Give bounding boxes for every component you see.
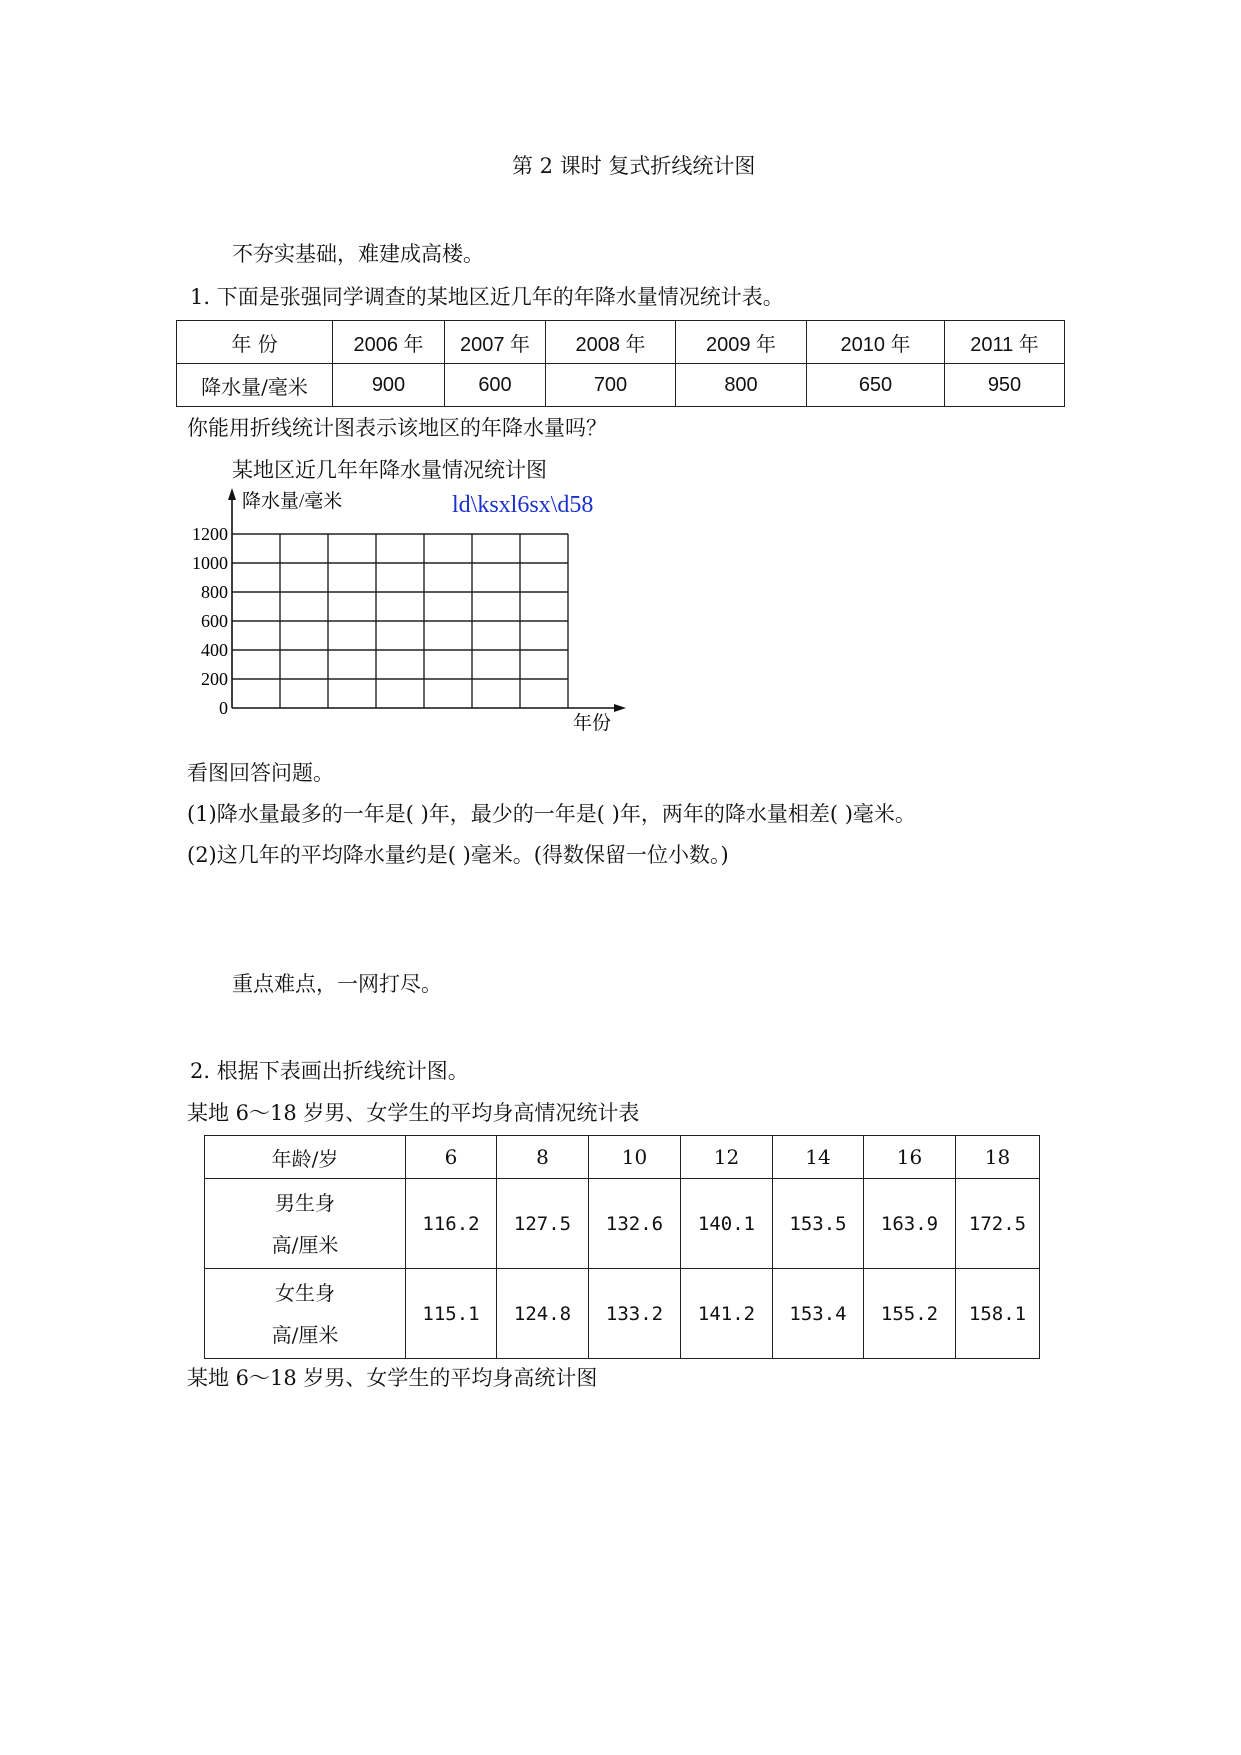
height-table-header-label: 年龄/岁 (205, 1136, 406, 1179)
girls-height-cell: 133.2 (589, 1269, 681, 1359)
section-motto-basic: 不夯实基础，难建成高楼。 (232, 242, 484, 266)
boys-row-label-line-1: 男生身 (275, 1190, 335, 1215)
age-cell: 12 (681, 1136, 773, 1179)
rainfall-value-cell: 650 (807, 364, 945, 407)
chart-y-axis-label: 降水量/毫米 (242, 491, 343, 512)
boys-height-cell: 116.2 (406, 1179, 497, 1269)
boys-row-label-line-2: 高/厘米 (271, 1232, 339, 1257)
rainfall-year-cell: 2007 年 (445, 321, 546, 364)
rainfall-value-cell: 700 (546, 364, 676, 407)
girls-height-cell: 115.1 (406, 1269, 497, 1359)
age-cell: 16 (864, 1136, 956, 1179)
chart-title: 某地区近几年年降水量情况统计图 (232, 458, 547, 482)
rainfall-table-row-label: 降水量/毫米 (177, 364, 333, 407)
chart-tick-labels (192, 524, 228, 718)
boys-row-label (205, 1179, 406, 1269)
girls-height-cell: 124.8 (497, 1269, 589, 1359)
boys-height-cell: 140.1 (681, 1179, 773, 1269)
rainfall-table-header-label: 年 份 (177, 321, 333, 364)
sub-question-2: (2)这几年的平均降水量约是( )毫米。(得数保留一位小数。) (187, 843, 729, 867)
girls-height-cell: 141.2 (681, 1269, 773, 1359)
boys-height-cell: 172.5 (956, 1179, 1040, 1269)
chart-grid (232, 534, 568, 708)
age-cell: 10 (589, 1136, 681, 1179)
rainfall-year-cell: 2008 年 (546, 321, 676, 364)
height-chart-title: 某地 6～18 岁男、女学生的平均身高统计图 (187, 1366, 598, 1390)
rainfall-value-cell: 900 (333, 364, 445, 407)
height-table-title: 某地 6～18 岁男、女学生的平均身高情况统计表 (187, 1101, 640, 1125)
age-cell: 8 (497, 1136, 589, 1179)
question-1-prompt: 1. 下面是张强同学调查的某地区近几年的年降水量情况统计表。 (190, 285, 784, 309)
girls-row-label-line-2: 高/厘米 (271, 1322, 339, 1347)
rainfall-year-cell: 2006 年 (333, 321, 445, 364)
girls-row-label-line-1: 女生身 (275, 1280, 335, 1305)
sub-question-1: (1)降水量最多的一年是( )年，最少的一年是( )年，两年的降水量相差( )毫米。 (187, 802, 916, 826)
rainfall-value-cell: 800 (676, 364, 807, 407)
y-tick-label: 600 (201, 611, 228, 631)
girls-row-label (205, 1269, 406, 1359)
girls-height-cell: 153.4 (773, 1269, 864, 1359)
question-2-prompt: 2. 根据下表画出折线统计图。 (190, 1059, 469, 1083)
rainfall-value-cell: 950 (945, 364, 1065, 407)
y-axis-arrow (228, 488, 236, 500)
rainfall-chart (180, 486, 640, 746)
y-tick-label: 200 (201, 669, 228, 689)
y-tick-label: 400 (201, 640, 228, 660)
rainfall-table (176, 320, 1065, 407)
y-tick-label: 0 (219, 698, 228, 718)
watermark-code: ld\ksxl6sx\d58 (452, 492, 594, 518)
rainfall-value-cell: 600 (445, 364, 546, 407)
girls-height-cell: 155.2 (864, 1269, 956, 1359)
boys-height-cell: 127.5 (497, 1179, 589, 1269)
page-title: 第 2 课时 复式折线统计图 (512, 154, 756, 178)
rainfall-year-cell: 2010 年 (807, 321, 945, 364)
age-cell: 6 (406, 1136, 497, 1179)
rainfall-year-cell: 2011 年 (945, 321, 1065, 364)
question-1-ask: 你能用折线统计图表示该地区的年降水量吗？ (187, 416, 607, 440)
questions-intro: 看图回答问题。 (187, 761, 334, 785)
boys-height-cell: 153.5 (773, 1179, 864, 1269)
rainfall-year-cell: 2009 年 (676, 321, 807, 364)
chart-x-axis-label: 年份 (573, 713, 612, 734)
y-tick-label: 800 (201, 582, 228, 602)
x-axis-arrow (614, 704, 626, 712)
section-motto-key-points: 重点难点，一网打尽。 (232, 972, 442, 996)
boys-height-cell: 163.9 (864, 1179, 956, 1269)
y-tick-label: 1000 (192, 553, 228, 573)
age-cell: 18 (956, 1136, 1040, 1179)
boys-height-cell: 132.6 (589, 1179, 681, 1269)
height-table (204, 1135, 1040, 1359)
y-tick-label: 1200 (192, 524, 228, 544)
age-cell: 14 (773, 1136, 864, 1179)
girls-height-cell: 158.1 (956, 1269, 1040, 1359)
